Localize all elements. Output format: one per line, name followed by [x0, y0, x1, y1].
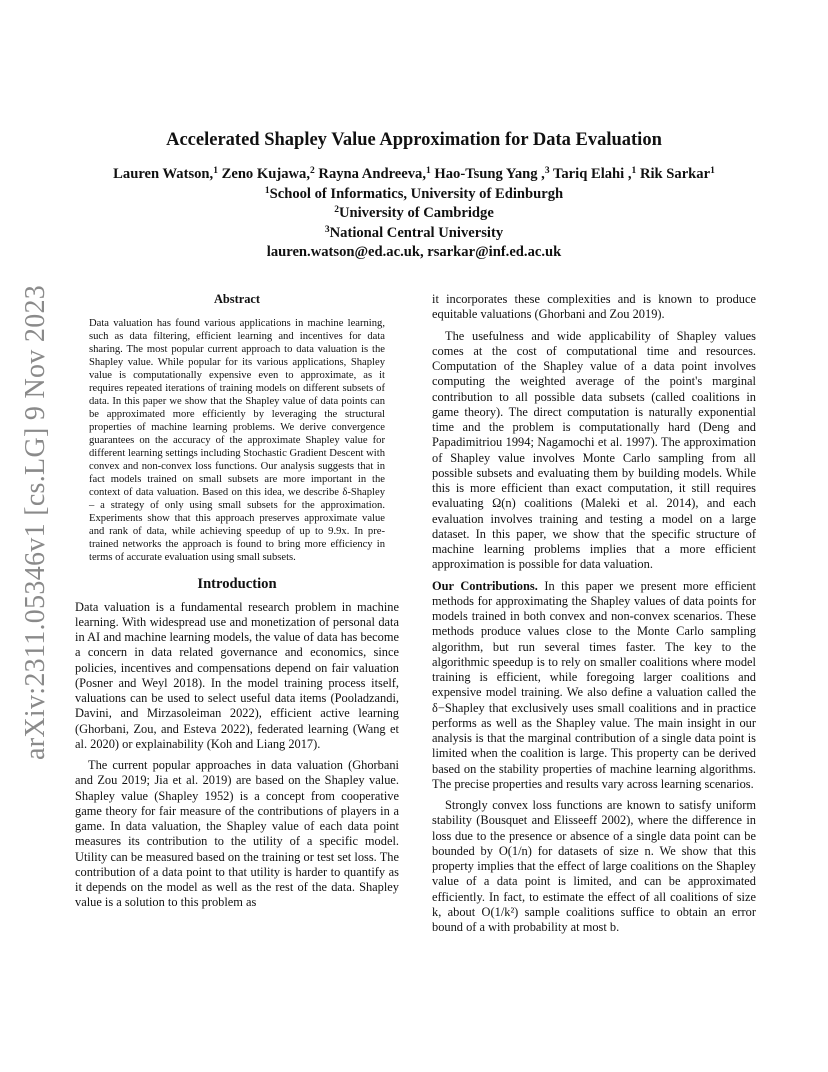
affiliation-mark: 1 — [425, 166, 431, 176]
arxiv-identifier-stamp: arXiv:2311.05346v1 [cs.LG] 9 Nov 2023 — [20, 284, 51, 760]
affiliation-name: National Central University — [329, 224, 504, 241]
affiliation — [0, 185, 828, 205]
introduction-heading: Introduction — [197, 576, 277, 593]
intro-paragraph: Data valuation is a fundamental research problem in machine learning. With widespread use and monetization of personal data in AI and machine learning models, the value of data has become a concern in data related governance and economics, since policies, incentives and compensations depend on fair valuation (Posner and Weyl 2018). In the model training process itself, valuations can be used to select useful data items (Pooladzandi, Davini, and Mirzasoleiman 2022), efficient active learning (Ghorbani, Zou, and Esteva 2022), federated learning (Wang et al. 2020) or explainability (Koh and Liang 2017). — [75, 599, 399, 751]
affiliation-mark: 2 — [334, 205, 339, 216]
author-block — [0, 165, 828, 263]
body-paragraph: Strongly convex loss functions are known to satisfy uniform stability (Bousquet and Elisseeff 2002), where the difference in loss due to the presence or absence of a single data point can be bounded by O(1/n) for datasets of size n. We show that this property implies that the effect of large coalitions on the Shapley value of a data point is limited, and can be approximated efficiently. In fact, to estimate the effect of all coalitions of size k, about O(1/k²) sample coalitions suffice to obtain an error bound of a with probability at most b. — [432, 798, 756, 934]
affiliation-mark: 1 — [631, 166, 637, 176]
author-name: Zeno Kujawa, — [221, 166, 310, 182]
author-name: Hao-Tsung Yang , — [434, 166, 545, 182]
abstract-heading: Abstract — [213, 292, 261, 306]
abstract-text: Data valuation has found various applications in machine learning, such as data filtering, efficient learning and incentives for data sharing. The most popular current approach to data valuation is the Shapley value. While popular for its various applications, Shapley value is computationally expensive even to approximate, as it requires repeated iterations of training models on different subsets of data. In this paper we show that the Shapley value of data points can be approximated more efficiently by leveraging the structural properties of machine learning problems. We derive convergence guarantees on the accuracy of the approximate Shapley value for different learning settings including Stochastic Gradient Descent with convex and non-convex loss functions. Our analysis suggests that in fact models trained on small subsets are more important in the context of data valuation. Based on this idea, we describe δ-Shapley – a strategy of only using small subsets for the approximation. Experiments show that this approach preserves approximate value and rank of data, while achieving speedup of up to 9.9x. In pre-trained networks the approach is found to bring more efficiency in terms of accurate evaluation using small subsets. — [89, 318, 385, 564]
author-list — [0, 165, 828, 185]
affiliation-mark: 3 — [324, 224, 330, 235]
author-name: Rik Sarkar — [639, 166, 711, 182]
affiliation-name: School of Informatics, University of Edinburgh — [269, 185, 564, 202]
author-name: Lauren Watson, — [113, 166, 214, 182]
affiliation-mark: 1 — [213, 166, 218, 176]
contributions-paragraph — [432, 579, 756, 793]
contributions-text: In this paper we present more efficient methods for approximating the Shapley values of data points for models trained in both convex and non-convex scenarios. These methods produce values close to the Monte Carlo sampling algorithm, but run several times faster. The key to the algorithmic speedup is to rely on smaller coalitions where model training is efficient, while foregoing larger coalitions and expensive model training. We also define a valuation called the δ−Shapley that exclusively uses small coalitions and in practice performs as well as the Shapley value. The main insight in our analysis is that the marginal contribution of a single data point is limited when the coalition is large. This property can be derived based on the stability properties of machine learning algorithms. The precise properties and results vary across learning scenarios. — [432, 578, 756, 791]
affiliation-name: University of Cambridge — [338, 205, 494, 222]
author-name: Tariq Elahi , — [552, 166, 632, 182]
affiliation-mark: 1 — [710, 166, 715, 176]
affiliation-mark: 1 — [264, 185, 270, 196]
paper-title: Accelerated Shapley Value Approximation for Data Evaluation — [166, 130, 662, 150]
author-emails: lauren.watson@ed.ac.uk, rsarkar@inf.ed.ac.uk — [266, 244, 562, 261]
intro-paragraph: The current popular approaches in data valuation (Ghorbani and Zou 2019; Jia et al. 2019) are based on the Shapley value. Shapley value (Shapley 1952) is a concept from cooperative game theory for fair measure of the contributions of players in a game. In data valuation, the Shapley value of each data point measures its contribution to the utility of a specific model. Utility can be measured based on the training or test set loss. The contribution of a data point to that utility is harder to quantify as it depends on the model as well as the rest of the data. Shapley value is a solution to this problem as — [75, 758, 399, 910]
right-column — [432, 292, 756, 941]
body-paragraph: The usefulness and wide applicability of Shapley values comes at the cost of computational time and resources. Computation of the Shapley value of a data point involves computing the weighted average of the point's marginal contribution to all possible data subsets (called coalitions in game theory). The direct computation is naturally exponential time and the problem is computationally hard (Deng and Papadimitriou 1994; Nagamochi et al. 1997). The approximation of Shapley value involves Monte Carlo sampling from all possible subsets and evaluating them by building models. While this is more efficient than exact computation, it still requires evaluating Ω(n) coalitions (Maleki et al. 2014), and each evaluation involves training and testing a model on a large dataset. In this paper, we show that the specific structure of machine learning problems implies that a more efficient approximation is possible for data valuation. — [432, 328, 756, 572]
author-name: Rayna Andreeva, — [318, 166, 426, 182]
body-paragraph: it incorporates these complexities and is known to produce equitable valuations (Ghorbani and Zou 2019). — [432, 292, 756, 322]
affiliation-mark: 3 — [544, 166, 550, 176]
left-column — [75, 292, 399, 917]
affiliation-mark: 2 — [310, 166, 315, 176]
affiliation — [0, 224, 828, 244]
affiliation — [0, 204, 828, 224]
contributions-heading: Our Contributions. — [432, 578, 538, 593]
